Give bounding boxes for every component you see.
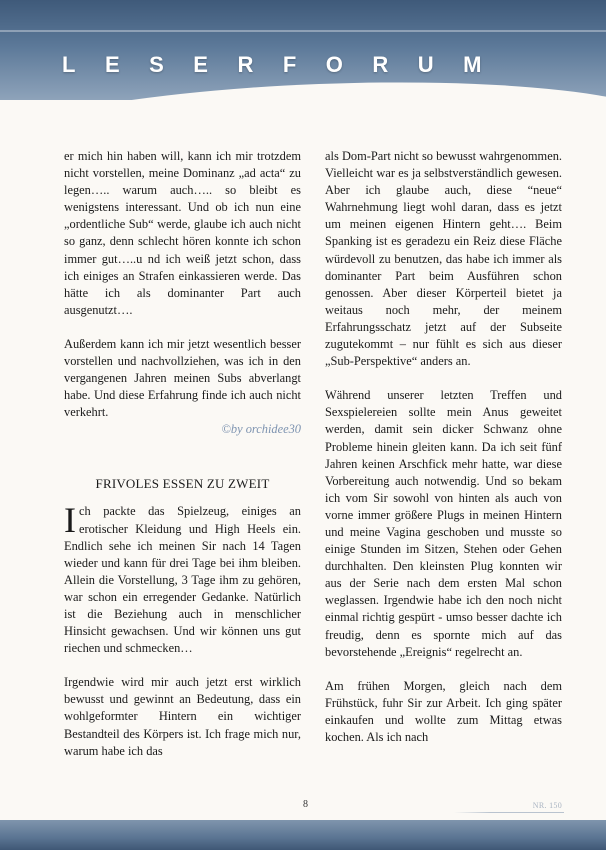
page-header [0, 0, 606, 100]
dropcap: I [64, 500, 76, 541]
paragraph: Irgendwie wird mir auch jetzt erst wirklich bewusst und gewinnt an Bedeutung, dass ein wohlgeformter Hintern ein wichtiger Bestandteil des Körpers ist. Ich frage mich nur, warum habe ich das [64, 675, 301, 758]
page-footer [0, 798, 606, 850]
right-column [325, 148, 562, 746]
paragraph: er mich hin haben will, kann ich mir trotzdem nicht vorstellen, meine Dominanz „ad acta“ zu legen….. warum auch….. so bleibt es wenigstens interessant. Und ob ich nun eine „ordentliche Sub“ werde, glaube ich auch nicht so ganz, denn schlecht hören konnte ich schon immer gut…..u nd ich weiß jetzt schon, dass ich einiges an Strafen einkassieren werde. Das hätte ich als dominanter Part auch ausgenutzt…. [64, 149, 301, 317]
author-signature: ©by orchidee30 [221, 422, 301, 437]
paragraph [64, 500, 301, 657]
header-band [0, 30, 606, 32]
paragraph-text: ch packte das Spielzeug, einiges an erotischer Kleidung und High Heels ein. Endlich sehe ich meinen Sir nach 14 Tagen wieder und kann für drei Tage bei ihm bleiben. Allein die Vorstellung, 3 Tage ihm zu gehören, war schon ein erregender Gedanke. Natürlich ist die Beziehung auch in menschlicher Hinsicht gewachsen. Und wir können uns gut riechen und schmecken… [64, 504, 301, 656]
paragraph: als Dom-Part nicht so bewusst wahrgenommen. Vielleicht war es ja selbstverständlich gewesen. Aber ich glaube auch, diese “neue“ Wahrnehmung liegt wohl daran, dass es jetzt um meinen eigenen Hintern geht…. Beim Spanking ist es geradezu ein Reiz diese Fläche würdevoll zu benutzen, das habe ich immer als dominanter Part beim Ausführen schon genossen. Aber dieser Körperteil bietet ja weitaus noch mehr, der meinem Erfahrungsschatz jetzt auf der Subseite zugutekommt – nur fühlt es sich aus dieser „Sub-Perspektive“ anders an. [325, 149, 562, 369]
article-title: FRIVOLES ESSEN ZU ZWEIT [95, 476, 270, 492]
footer-bar [0, 820, 606, 850]
paragraph: Am frühen Morgen, gleich nach dem Frühstück, fuhr Sir zur Arbeit. Ich ging später einkaufen und wollte zum Mittag etwas kochen. Als ich nach [325, 678, 562, 744]
page-number: 8 [303, 799, 308, 810]
left-column [64, 148, 301, 760]
issue-number: NR. 150 [532, 801, 562, 810]
section-banner-title: LESERFORUM [62, 52, 511, 77]
paragraph: Außerdem kann ich mir jetzt wesentlich besser vorstellen und nachvollziehen, was ich in den vergangenen Jahren meinen Subs abverlangt habe. Und diese Erfahrung finde ich auch nicht verkehrt. [64, 336, 301, 420]
paragraph: Während unserer letzten Treffen und Sexspielereien sollte mein Anus geweitet werden, damit sein dicker Schwanz ohne Probleme hinein gleiten kann. Da ich seit fünf Jahren keinen Arschfick mehr hatte, war diese Vorbereitung auch notwendig. Und so bekam ich vom Sir sowohl von hinten als auch von vorne immer größere Plugs in meinen Hintern und meine Vagina geschoben und musste so einige Stunden im Sitzen, Stehen oder Gehen durchhalten. Den kleinsten Plug konnten wir aus der Serie nach dem ersten Mal schon weglassen. Irgendwie habe ich den noch nicht einmal richtig gespürt - umso besser dachte ich freudig, denn es spornte mich auf das bevorstehende „Ereignis“ regelrecht an. [325, 388, 562, 659]
